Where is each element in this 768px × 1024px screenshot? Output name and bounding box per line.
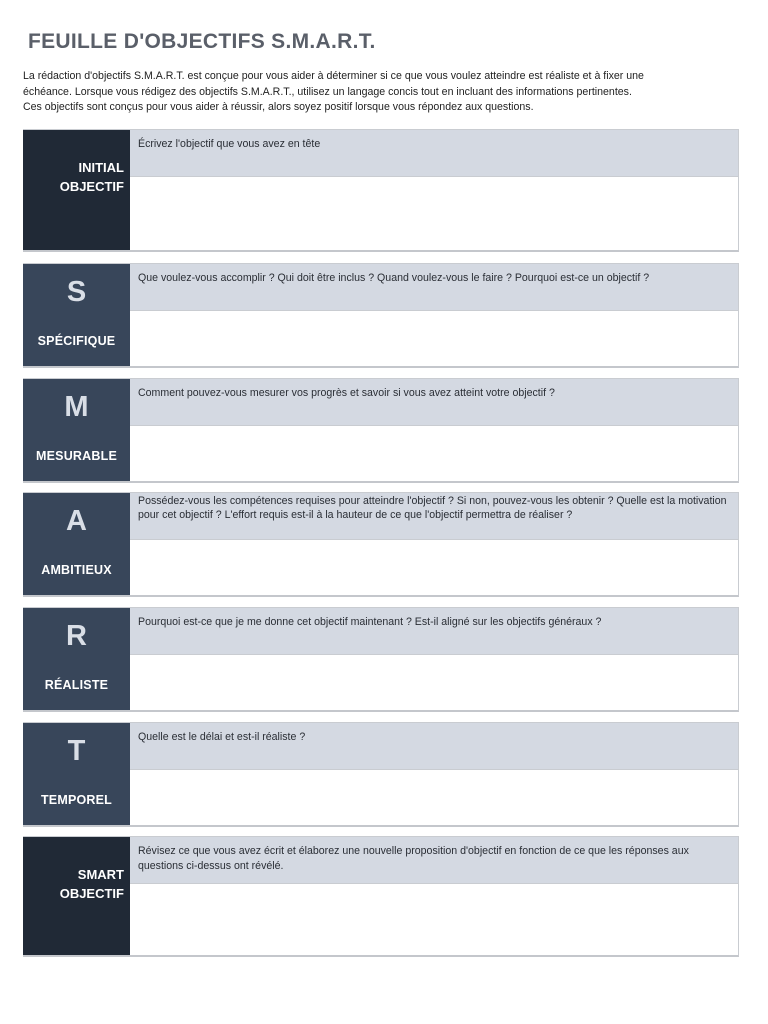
initial-label-line1: INITIAL: [78, 160, 124, 175]
smart-objective-prompt: Révisez ce que vous avez écrit et élaborez une nouvelle proposition d'objectif en fonction de ce que les réponses aux questions ci-dessus ont révélé.: [130, 837, 738, 883]
measurable-answer[interactable]: [130, 425, 738, 481]
ambitious-section: [23, 492, 739, 597]
specific-word: SPÉCIFIQUE: [37, 334, 116, 348]
temporal-word: TEMPOREL: [40, 793, 113, 807]
ambitious-prompt: Possédez-vous les compétences requises pour atteindre l'objectif ? Si non, pouvez-vous les obtenir ? Quelle est la motivation pour cet objectif ? L'effort requis est-il à la hauteur de ce que l'objectif permettra de réaliser ?: [130, 493, 738, 539]
smart-objective-label: [23, 837, 130, 955]
realistic-label: [23, 608, 130, 710]
specific-answer[interactable]: [130, 310, 738, 366]
measurable-label: [23, 379, 130, 481]
smart-label-line2: OBJECTIF: [59, 886, 124, 901]
temporal-answer[interactable]: [130, 769, 738, 825]
measurable-word: MESURABLE: [36, 449, 117, 463]
realistic-answer[interactable]: [130, 654, 738, 710]
measurable-letter: M: [64, 391, 89, 423]
realistic-section: [23, 607, 739, 712]
specific-label: [23, 264, 130, 366]
temporal-prompt: Quelle est le délai et est-il réaliste ?: [130, 723, 738, 769]
intro-line-2: échéance. Lorsque vous rédigez des objectifs S.M.A.R.T., utilisez un langage concis tout en incluant des informations pertinentes.: [23, 85, 632, 98]
initial-objective-prompt: Écrivez l'objectif que vous avez en tête: [130, 130, 738, 176]
specific-section: [23, 263, 739, 368]
ambitious-label: [23, 493, 130, 595]
measurable-prompt: Comment pouvez-vous mesurer vos progrès et savoir si vous avez atteint votre objectif ?: [130, 379, 738, 425]
intro-text: [23, 69, 748, 116]
specific-prompt: Que voulez-vous accomplir ? Qui doit être inclus ? Quand voulez-vous le faire ? Pourquoi est-ce un objectif ?: [130, 264, 738, 310]
measurable-section: [23, 378, 739, 483]
specific-letter: S: [66, 276, 87, 308]
realistic-letter: R: [66, 620, 87, 652]
smart-objective-answer[interactable]: [130, 883, 738, 955]
temporal-section: [23, 722, 739, 827]
ambitious-word: AMBITIEUX: [41, 563, 112, 577]
smart-label-line1: SMART: [77, 867, 124, 882]
initial-label-line2: OBJECTIF: [59, 179, 124, 194]
ambitious-letter: A: [66, 505, 87, 537]
temporal-letter: T: [67, 735, 86, 767]
initial-objective-answer[interactable]: [130, 176, 738, 250]
page-title: FEUILLE D'OBJECTIFS S.M.A.R.T.: [28, 30, 376, 53]
intro-line-3: Ces objectifs sont conçus pour vous aider à réussir, alors soyez positif lorsque vous répondez aux questions.: [23, 101, 534, 113]
initial-objective-section: [23, 129, 739, 252]
smart-objective-section: [23, 836, 739, 957]
initial-objective-label: [23, 130, 130, 250]
realistic-word: RÉALISTE: [44, 678, 109, 692]
realistic-prompt: Pourquoi est-ce que je me donne cet objectif maintenant ? Est-il aligné sur les objectifs généraux ?: [130, 608, 738, 654]
intro-line-1: La rédaction d'objectifs S.M.A.R.T. est conçue pour vous aider à déterminer si ce que vous voulez atteindre est réaliste et à fixer une: [23, 70, 644, 82]
ambitious-answer[interactable]: [130, 539, 738, 595]
temporal-label: [23, 723, 130, 825]
